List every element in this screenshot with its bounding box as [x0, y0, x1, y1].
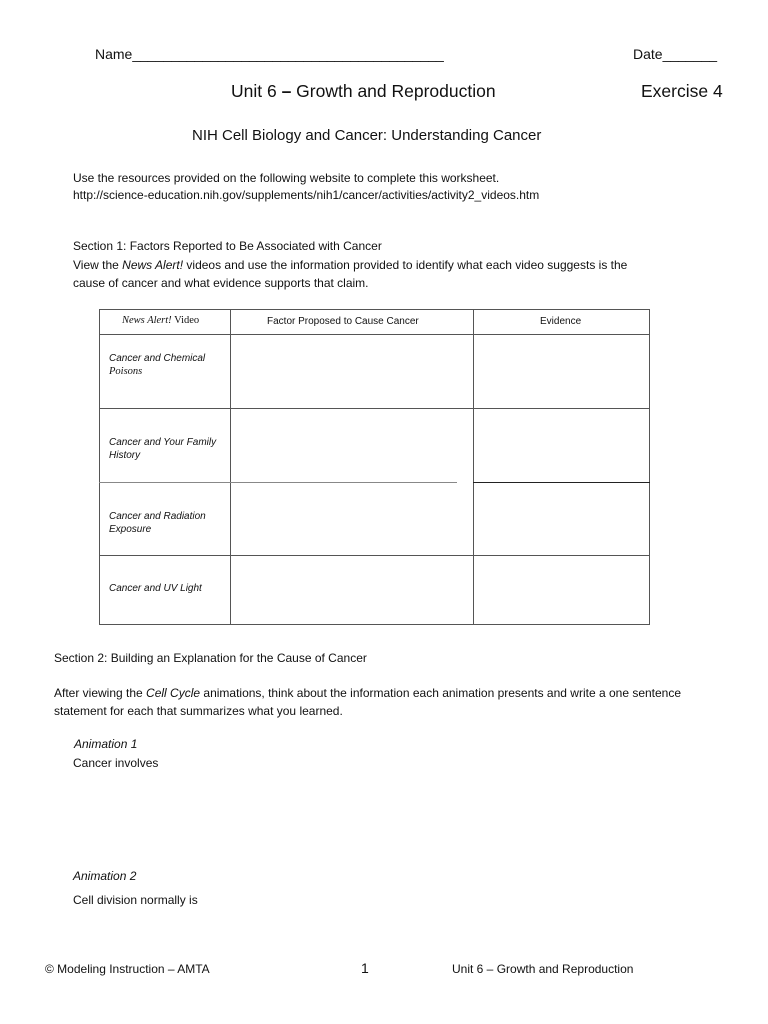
unit-title-prefix: Unit 6: [231, 81, 282, 101]
table-border-bottom: [99, 624, 650, 625]
name-label: Name: [95, 46, 133, 62]
section-1-para-pre: View the: [73, 258, 123, 272]
table-row-family-line-2: History: [109, 450, 141, 461]
page-subtitle: NIH Cell Biology and Cancer: Understanding Cancer: [192, 127, 542, 144]
evidence-cell-chemical[interactable]: [474, 335, 649, 408]
factor-cell-radiation[interactable]: [231, 483, 473, 555]
footer-page-number: 1: [361, 960, 369, 976]
section-1-paragraph-line-1: [73, 258, 627, 272]
table-header-factor: Factor Proposed to Cause Cancer: [267, 316, 419, 327]
animation-1-answer-area[interactable]: [73, 775, 713, 855]
section-2-para-em: Cell Cycle: [146, 686, 201, 700]
animation-1-prompt: Cancer involves: [73, 756, 159, 770]
factor-cell-family[interactable]: [231, 409, 473, 482]
animation-1-label: Animation 1: [74, 737, 138, 751]
table-header-video-rest: Video: [171, 315, 200, 326]
table-row-uv: [109, 582, 202, 595]
footer-unit: Unit 6 – Growth and Reproduction: [452, 962, 634, 976]
section-2-para-pre: After viewing the: [54, 686, 147, 700]
table-row-uv-line-1: Cancer and UV Light: [109, 583, 202, 594]
evidence-cell-uv[interactable]: [474, 556, 649, 624]
table-border-right: [649, 309, 650, 625]
table-header-evidence: Evidence: [540, 316, 582, 327]
table-row-chemical-line-2: Poisons: [109, 366, 143, 377]
table-header-video-em: News Alert!: [122, 315, 172, 326]
factor-cell-chemical[interactable]: [231, 335, 473, 408]
footer-copyright: © Modeling Instruction – AMTA: [45, 962, 210, 976]
evidence-cell-radiation[interactable]: [474, 483, 649, 555]
section-2-para-post: animations, think about the information each animation presents and write a one sentence: [200, 686, 682, 700]
table-border-left: [99, 309, 100, 625]
section-2-paragraph-line-2: statement for each that summarizes what you learned.: [54, 704, 343, 718]
section-1-heading: Section 1: Factors Reported to Be Associated with Cancer: [73, 239, 382, 253]
table-row-family: [109, 436, 216, 462]
table-header-video: [122, 315, 199, 326]
table-row-radiation-line-1: Cancer and Radiation: [109, 511, 206, 522]
section-1-paragraph-line-2: cause of cancer and what evidence supports that claim.: [73, 276, 369, 290]
unit-title-dash: –: [281, 81, 292, 101]
factors-table: [99, 309, 650, 625]
evidence-cell-family[interactable]: [474, 409, 649, 482]
table-border-top: [99, 309, 650, 310]
section-2-paragraph-line-1: [54, 686, 681, 700]
section-2-heading: Section 2: Building an Explanation for the Cause of Cancer: [54, 651, 367, 665]
name-blank-line[interactable]: ________________________________________: [132, 46, 444, 62]
table-row-chemical-line-1: Cancer and Chemical: [109, 353, 206, 364]
table-row-chemical: [109, 352, 205, 378]
animation-2-label: Animation 2: [73, 869, 137, 883]
animation-2-prompt: Cell division normally is: [73, 893, 198, 907]
exercise-label: Exercise 4: [641, 81, 723, 101]
animation-2-answer-area[interactable]: [73, 910, 713, 950]
section-1-para-em: News Alert!: [122, 258, 184, 272]
unit-title: [231, 81, 496, 102]
table-row-radiation: [109, 510, 206, 536]
table-row-radiation-line-2: Exposure: [109, 524, 152, 535]
unit-title-suffix: Growth and Reproduction: [291, 81, 496, 101]
intro-line-1: Use the resources provided on the following website to complete this worksheet.: [73, 171, 500, 185]
table-row-family-line-1: Cancer and Your Family: [109, 437, 217, 448]
factor-cell-uv[interactable]: [231, 556, 473, 624]
section-1-para-post: videos and use the information provided to identify what each video suggests is the: [183, 258, 628, 272]
date-blank-line[interactable]: _______: [662, 46, 718, 62]
date-label: Date: [633, 46, 663, 62]
name-field[interactable]: [95, 46, 444, 62]
resource-url[interactable]: http://science-education.nih.gov/supplements/nih1/cancer/activities/activity2_videos.htm: [73, 188, 540, 202]
date-field[interactable]: [633, 46, 717, 62]
